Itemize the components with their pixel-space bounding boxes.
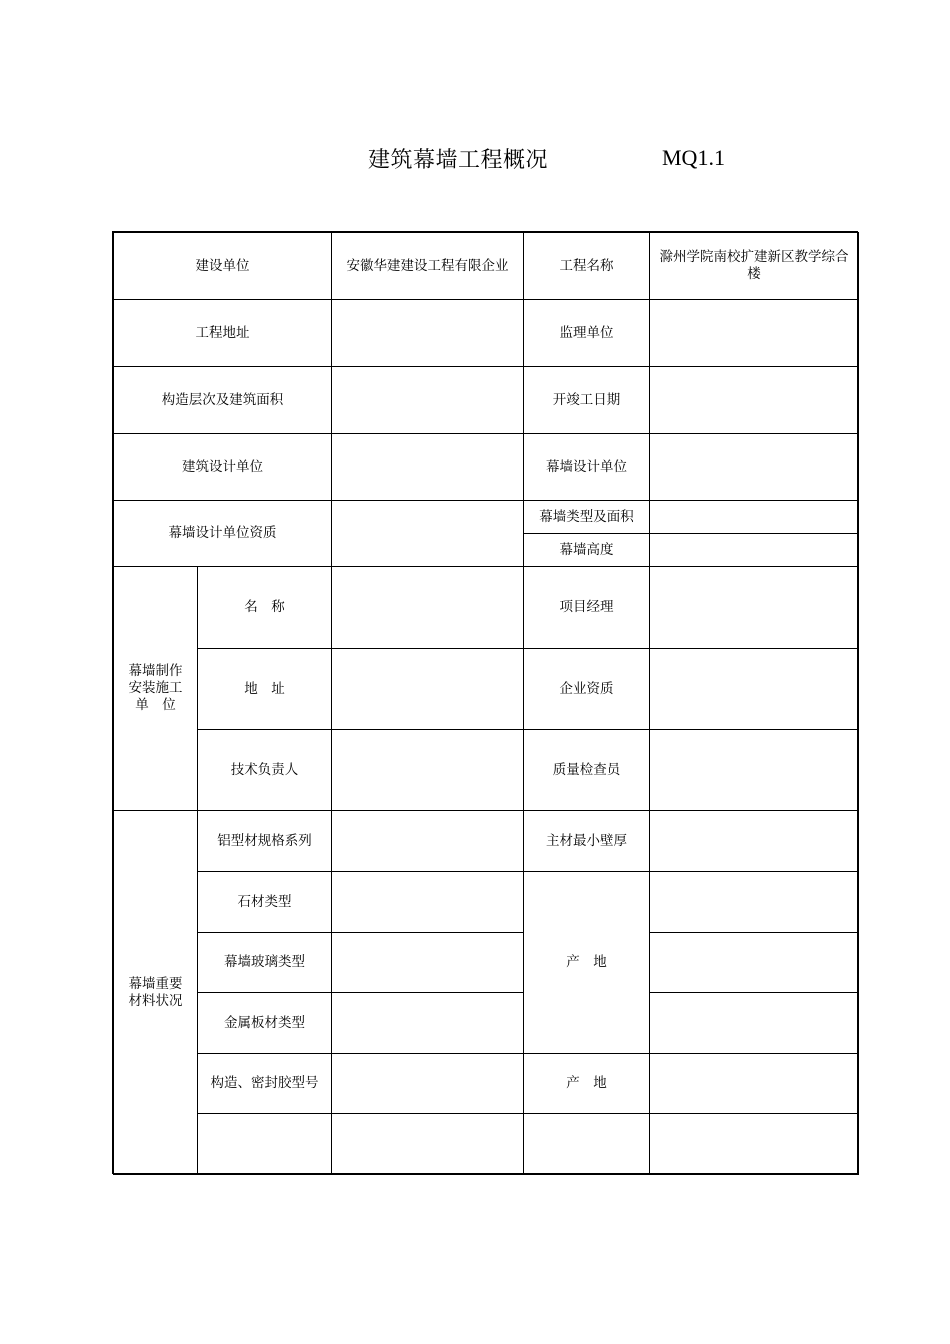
stone-origin-value[interactable]	[650, 872, 859, 933]
table-row	[114, 300, 859, 367]
table-row	[114, 993, 859, 1054]
curtain-design-label: 幕墙设计单位	[524, 434, 650, 501]
glass-origin-value[interactable]	[650, 933, 859, 993]
metal-panel-value[interactable]	[332, 993, 524, 1054]
client-value: 安徽华建建设工程有限企业	[332, 233, 524, 300]
curtain-design-value[interactable]	[650, 434, 859, 501]
tech-lead-value[interactable]	[332, 730, 524, 811]
metal-origin-value[interactable]	[650, 993, 859, 1054]
extra-label-cell-2[interactable]	[524, 1114, 650, 1175]
table-row	[114, 811, 859, 872]
project-manager-label: 项目经理	[524, 567, 650, 649]
sealant-origin-label: 产 地	[524, 1054, 650, 1114]
stone-type-value[interactable]	[332, 872, 524, 933]
supervisor-value[interactable]	[650, 300, 859, 367]
project-name-value: 滁州学院南校扩建新区教学综合楼	[650, 233, 859, 300]
table-row	[114, 933, 859, 993]
table-row	[114, 567, 859, 649]
structure-value[interactable]	[332, 367, 524, 434]
table-row	[114, 730, 859, 811]
address-value[interactable]	[332, 300, 524, 367]
dates-value[interactable]	[650, 367, 859, 434]
address-label: 工程地址	[114, 300, 332, 367]
min-thickness-value[interactable]	[650, 811, 859, 872]
table-row	[114, 872, 859, 933]
enterprise-qualification-value[interactable]	[650, 649, 859, 730]
min-thickness-label: 主材最小壁厚	[524, 811, 650, 872]
design-qualification-value[interactable]	[332, 501, 524, 567]
quality-inspector-value[interactable]	[650, 730, 859, 811]
sealant-origin-value[interactable]	[650, 1054, 859, 1114]
install-address-label: 地 址	[198, 649, 332, 730]
supervisor-label: 监理单位	[524, 300, 650, 367]
sealant-value[interactable]	[332, 1054, 524, 1114]
extra-label-cell[interactable]	[198, 1114, 332, 1175]
glass-type-label: 幕墙玻璃类型	[198, 933, 332, 993]
arch-design-label: 建筑设计单位	[114, 434, 332, 501]
client-label: 建设单位	[114, 233, 332, 300]
metal-panel-label: 金属板材类型	[198, 993, 332, 1054]
arch-design-value[interactable]	[332, 434, 524, 501]
quality-inspector-label: 质量检查员	[524, 730, 650, 811]
project-manager-value[interactable]	[650, 567, 859, 649]
tech-lead-label: 技术负责人	[198, 730, 332, 811]
table-row	[114, 501, 859, 534]
structure-label: 构造层次及建筑面积	[114, 367, 332, 434]
install-name-value[interactable]	[332, 567, 524, 649]
origin-label: 产 地	[524, 872, 650, 1054]
table-row	[114, 367, 859, 434]
install-group-label: 幕墙制作安装施工单 位	[114, 567, 198, 811]
document-title: 建筑幕墙工程概况	[368, 148, 549, 173]
table-row	[114, 1114, 859, 1175]
enterprise-qualification-label: 企业资质	[524, 649, 650, 730]
install-address-value[interactable]	[332, 649, 524, 730]
materials-group-label: 幕墙重要材料状况	[114, 811, 198, 1175]
dates-label: 开竣工日期	[524, 367, 650, 434]
design-qualification-label: 幕墙设计单位资质	[114, 501, 332, 567]
aluminum-profile-value[interactable]	[332, 811, 524, 872]
table-row	[114, 233, 859, 300]
extra-value-cell-2[interactable]	[650, 1114, 859, 1175]
project-name-label: 工程名称	[524, 233, 650, 300]
stone-type-label: 石材类型	[198, 872, 332, 933]
form-code: MQ1.1	[662, 145, 725, 170]
table-row	[114, 434, 859, 501]
sealant-label: 构造、密封胶型号	[198, 1054, 332, 1114]
curtain-height-value[interactable]	[650, 534, 859, 567]
curtain-height-label: 幕墙高度	[524, 534, 650, 567]
table-row	[114, 1054, 859, 1114]
table-row	[114, 649, 859, 730]
extra-value-cell[interactable]	[332, 1114, 524, 1175]
curtain-type-value[interactable]	[650, 501, 859, 534]
project-overview-table	[113, 232, 859, 1175]
curtain-type-label: 幕墙类型及面积	[524, 501, 650, 534]
aluminum-profile-label: 铝型材规格系列	[198, 811, 332, 872]
glass-type-value[interactable]	[332, 933, 524, 993]
install-name-label: 名 称	[198, 567, 332, 649]
